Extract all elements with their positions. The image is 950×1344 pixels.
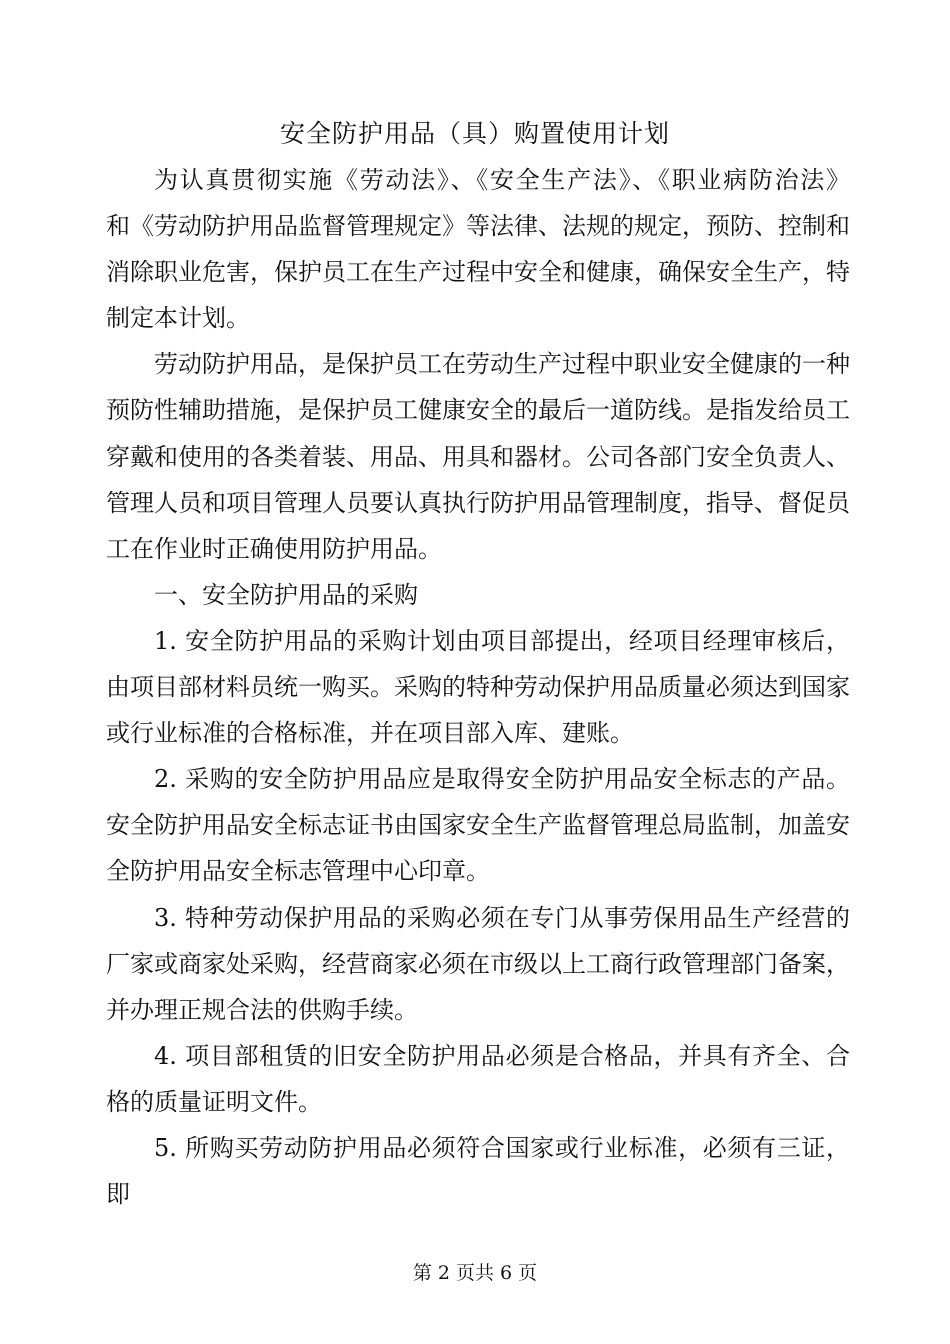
document-body xyxy=(106,157,850,1217)
paragraph xyxy=(106,572,850,618)
page-number: 第 2 页共 6 页 xyxy=(412,1262,538,1284)
text-line: 即 xyxy=(106,1180,130,1209)
text-line: 消除职业危害，保护员工在生产过程中安全和健康，确保安全生产，特 xyxy=(106,258,850,287)
paragraph xyxy=(106,157,850,341)
text-line: 由项目部材料员统一购买。采购的特种劳动保护用品质量必须达到国家 xyxy=(106,673,850,702)
text-line: 一、安全防护用品的采购 xyxy=(154,580,418,609)
paragraph xyxy=(106,1125,850,1217)
text-line: 4. 项目部租赁的旧安全防护用品必须是合格品，并具有齐全、合 xyxy=(154,1041,850,1070)
text-line: 管理人员和项目管理人员要认真执行防护用品管理制度，指导、督促员 xyxy=(106,488,850,517)
text-line: 格的质量证明文件。 xyxy=(106,1087,322,1116)
text-line: 制定本计划。 xyxy=(106,304,250,333)
text-line: 工在作业时正确使用防护用品。 xyxy=(106,534,442,563)
text-line: 或行业标准的合格标准，并在项目部入库、建账。 xyxy=(106,719,634,748)
paragraph xyxy=(106,618,850,756)
text-line: 5. 所购买劳动防护用品必须符合国家或行业标准，必须有三证， xyxy=(154,1133,850,1162)
paragraph xyxy=(106,1033,850,1125)
paragraph xyxy=(106,341,850,571)
text-line: 并办理正规合法的供购手续。 xyxy=(106,995,418,1024)
text-line: 厂家或商家处采购，经营商家必须在市级以上工商行政管理部门备案， xyxy=(106,949,850,978)
paragraph xyxy=(106,895,850,1033)
text-line: 安全防护用品安全标志证书由国家安全生产监督管理总局监制，加盖安 xyxy=(106,811,850,840)
text-line: 全防护用品安全标志管理中心印章。 xyxy=(106,857,490,886)
text-line: 为认真贯彻实施《劳动法》、《安全生产法》、《职业病防治法》 xyxy=(154,166,850,194)
text-line: 2. 采购的安全防护用品应是取得安全防护用品安全标志的产品。 xyxy=(154,765,850,794)
text-line: 劳动防护用品，是保护员工在劳动生产过程中职业安全健康的一种 xyxy=(154,350,850,379)
text-line: 1. 安全防护用品的采购计划由项目部提出，经项目经理审核后， xyxy=(154,626,850,655)
document-title: 安全防护用品（具）购置使用计划 xyxy=(279,119,670,148)
text-line: 和《劳动防护用品监督管理规定》等法律、法规的规定，预防、控制和 xyxy=(106,212,850,241)
text-line: 穿戴和使用的各类着装、用品、用具和器材。公司各部门安全负责人、 xyxy=(106,442,850,471)
text-line: 预防性辅助措施，是保护员工健康安全的最后一道防线。是指发给员工 xyxy=(106,396,850,425)
paragraph xyxy=(106,756,850,894)
text-line: 3. 特种劳动保护用品的采购必须在专门从事劳保用品生产经营的 xyxy=(154,903,850,932)
